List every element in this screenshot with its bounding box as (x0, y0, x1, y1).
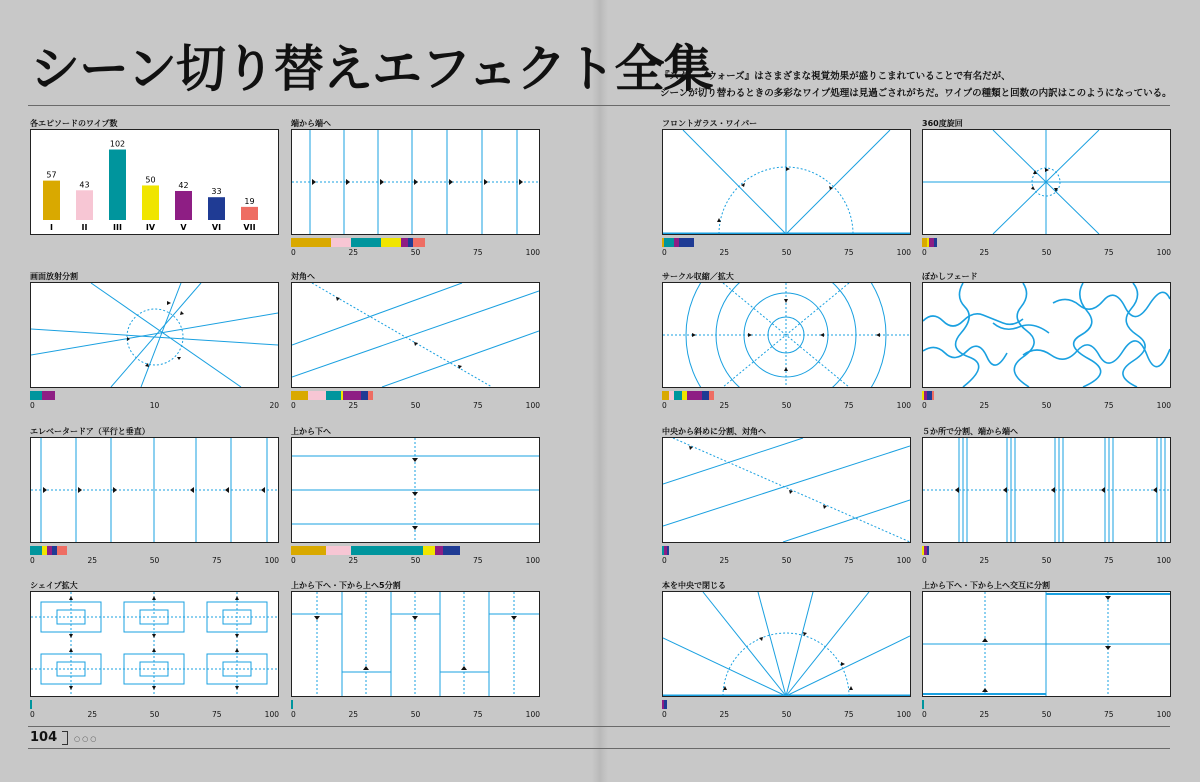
axis-ticks (922, 401, 1171, 411)
tick-label: 75 (211, 710, 222, 719)
tick-label: 50 (781, 710, 792, 719)
bar-segment-iii (326, 391, 341, 400)
bar-segment-v (435, 546, 442, 555)
episode-color-bar (662, 238, 694, 247)
bar-segment-vi (664, 700, 666, 709)
tick-label: 75 (1103, 710, 1114, 719)
bar-segment-vii (932, 391, 934, 400)
bar-segment-iii (922, 700, 924, 709)
tick-label: 25 (87, 710, 98, 719)
wipe-diagram (923, 592, 1170, 696)
wipe-diagram (31, 283, 278, 387)
bar-iv (142, 185, 159, 220)
tick-label: 25 (348, 710, 359, 719)
wipe-diagram (663, 592, 910, 696)
diagram-box (662, 282, 911, 388)
bar-segment-iii (664, 238, 674, 247)
bar-segment-vi (361, 391, 368, 400)
chart-title: 各エピソードのワイプ数 (30, 119, 118, 128)
bar-vi (208, 197, 225, 220)
episode-color-bar (922, 546, 929, 555)
tick-label: 50 (410, 248, 421, 257)
data-label: 43 (79, 180, 90, 190)
bar-segment-iii (674, 391, 681, 400)
episode-color-bar (291, 238, 425, 247)
panel-title: 上から下へ (291, 427, 331, 436)
intro-line-2: シーンが切り替わるときの多彩なワイプ処理は見過ごされがちだ。ワイプの種類と回数の内訳はこのようになっている。 (660, 88, 1172, 99)
tick-label: 25 (348, 248, 359, 257)
panel-radial-split (30, 271, 279, 411)
bar-segment-v (343, 391, 360, 400)
axis-ticks (662, 401, 911, 411)
tick-label: 0 (662, 710, 667, 719)
data-label: 42 (178, 180, 189, 190)
diagram-box (922, 129, 1171, 235)
tick-label: 100 (525, 556, 540, 565)
tick-label: 100 (264, 556, 279, 565)
bar-segment-vii (57, 546, 67, 555)
panel-title: 中央から斜めに分割、対角へ (662, 427, 766, 436)
tick-label: 100 (525, 248, 540, 257)
bar-segment-vi (679, 238, 694, 247)
episode-color-bar (30, 546, 67, 555)
diagram-box (30, 591, 279, 697)
tick-label: 100 (896, 401, 911, 410)
tick-label: 25 (719, 710, 730, 719)
panel-title: 端から端へ (291, 119, 331, 128)
tick-label: 50 (410, 710, 421, 719)
tick-label: 100 (1156, 401, 1171, 410)
bar-segment-i (662, 391, 669, 400)
panel-title: 画面放射分割 (30, 272, 78, 281)
axis-ticks (30, 710, 279, 720)
episode-color-bar (662, 700, 667, 709)
panel-top-to-bottom (291, 426, 540, 566)
bar-segment-iii (30, 391, 42, 400)
diagram-box (30, 282, 279, 388)
tick-label: 0 (30, 710, 35, 719)
tick-label: 100 (1156, 710, 1171, 719)
bar-segment-v (42, 391, 54, 400)
tick-label: 100 (264, 710, 279, 719)
tick-label: 100 (896, 556, 911, 565)
panel-center-diagonal-split (662, 426, 911, 566)
footer-dots: ○○○ (74, 735, 99, 743)
category-label: V (180, 223, 187, 232)
tick-label: 50 (1041, 710, 1052, 719)
tick-label: 50 (410, 401, 421, 410)
bar-segment-iii (291, 700, 293, 709)
bar-chart (31, 130, 278, 234)
episode-color-bar (922, 238, 937, 247)
wipe-diagram (292, 592, 539, 696)
diagram-box (662, 129, 911, 235)
bar-v (175, 191, 192, 220)
tick-label: 10 (149, 401, 160, 410)
episode-color-bar (662, 546, 669, 555)
tick-label: 75 (1103, 248, 1114, 257)
panel-edge-to-edge (291, 118, 540, 258)
tick-label: 75 (1103, 401, 1114, 410)
data-label: 19 (244, 196, 255, 206)
panel-alternating-split (922, 580, 1171, 720)
bar-segment-iii (351, 238, 381, 247)
diagram-box (30, 437, 279, 543)
tick-label: 0 (30, 401, 35, 410)
tick-label: 100 (1156, 248, 1171, 257)
panel-diagonal (291, 271, 540, 411)
bar-segment-vi (934, 238, 936, 247)
panel-shape-expand (30, 580, 279, 720)
tick-label: 50 (781, 401, 792, 410)
tick-label: 50 (149, 710, 160, 719)
wipe-diagram (292, 130, 539, 234)
bar-segment-iii (351, 546, 423, 555)
page-number: 104 (30, 730, 58, 745)
wipe-diagram (663, 438, 910, 542)
diagram-box (922, 437, 1171, 543)
tick-label: 50 (781, 556, 792, 565)
data-label: 50 (145, 175, 156, 185)
tick-label: 50 (410, 556, 421, 565)
panel-five-strips (291, 580, 540, 720)
axis-ticks (30, 556, 279, 566)
panel-title: エレベータードア（平行と垂直） (30, 427, 150, 436)
axis-ticks (922, 248, 1171, 258)
tick-label: 100 (525, 710, 540, 719)
tick-label: 0 (922, 710, 927, 719)
tick-label: 0 (291, 401, 296, 410)
panel-title: ５か所で分割、端から端へ (922, 427, 1018, 436)
bar-vii (241, 207, 258, 220)
diagram-box (662, 437, 911, 543)
category-label: III (113, 223, 122, 232)
bar-segment-vii (368, 391, 373, 400)
page-spine (592, 0, 608, 782)
bar-segment-vi (667, 546, 669, 555)
intro-text (660, 68, 1172, 102)
bar-segment-iv (381, 238, 401, 247)
wipe-diagram (292, 438, 539, 542)
diagram-box (922, 591, 1171, 697)
category-label: VII (243, 223, 256, 232)
tick-label: 0 (291, 248, 296, 257)
tick-label: 0 (922, 556, 927, 565)
bar-segment-i (291, 546, 326, 555)
panel-title: 対角へ (291, 272, 315, 281)
tick-label: 0 (291, 556, 296, 565)
episode-color-bar (922, 391, 934, 400)
bar-ii (76, 190, 93, 220)
tick-label: 50 (1041, 248, 1052, 257)
tick-label: 100 (1156, 556, 1171, 565)
tick-label: 25 (348, 556, 359, 565)
data-label: 57 (46, 170, 57, 180)
axis-ticks (922, 556, 1171, 566)
bar-segment-vii (709, 391, 714, 400)
tick-label: 75 (472, 401, 483, 410)
tick-label: 25 (348, 401, 359, 410)
diagram-box (291, 129, 540, 235)
axis-ticks (662, 248, 911, 258)
tick-label: 75 (843, 401, 854, 410)
axis-ticks (662, 710, 911, 720)
tick-label: 25 (979, 248, 990, 257)
bar-segment-vi (443, 546, 460, 555)
page-title: シーン切り替えエフェクト全集 (30, 40, 713, 98)
episode-color-bar (30, 700, 32, 709)
tick-label: 100 (896, 710, 911, 719)
panel-five-split (922, 426, 1171, 566)
wipe-diagram (663, 130, 910, 234)
axis-ticks (662, 556, 911, 566)
category-label: IV (145, 223, 156, 232)
bar-segment-i (291, 238, 331, 247)
category-label: II (81, 223, 88, 232)
panel-title: 上から下へ・下から上へ交互に分割 (922, 581, 1050, 590)
tick-label: 25 (979, 401, 990, 410)
bar-segment-ii (331, 238, 351, 247)
tick-label: 50 (781, 248, 792, 257)
bar-segment-v (687, 391, 702, 400)
tick-label: 50 (1041, 556, 1052, 565)
bar-segment-iii (30, 546, 42, 555)
tick-label: 50 (1041, 401, 1052, 410)
tick-label: 25 (979, 556, 990, 565)
panel-360-rotation (922, 118, 1171, 258)
tick-label: 0 (662, 556, 667, 565)
tick-label: 50 (149, 556, 160, 565)
wipe-diagram (923, 438, 1170, 542)
tick-label: 25 (979, 710, 990, 719)
wipe-diagram (663, 283, 910, 387)
diagram-box (291, 282, 540, 388)
axis-ticks (291, 248, 540, 258)
episode-color-bar (291, 700, 293, 709)
tick-label: 75 (843, 556, 854, 565)
bar-segment-iv (423, 546, 435, 555)
panel-title: サークル収縮／拡大 (662, 272, 734, 281)
tick-label: 0 (922, 248, 927, 257)
diagram-box (922, 282, 1171, 388)
bar-segment-i (291, 391, 308, 400)
wipe-diagram (292, 283, 539, 387)
panel-title: フロントガラス・ワイパー (662, 119, 758, 128)
footer-rule-lower (28, 748, 1170, 749)
panel-windshield-wiper (662, 118, 911, 258)
tick-label: 75 (843, 248, 854, 257)
tick-label: 75 (1103, 556, 1114, 565)
bar-i (43, 181, 60, 220)
footer-rule (28, 726, 1170, 727)
tick-label: 0 (291, 710, 296, 719)
category-label: VI (211, 223, 222, 232)
panel-title: 本を中央で閉じる (662, 581, 726, 590)
bar-segment-v (401, 238, 408, 247)
panel-book-close (662, 580, 911, 720)
axis-ticks (30, 401, 279, 411)
chart-box (30, 129, 279, 235)
wipe-diagram (31, 592, 278, 696)
bar-segment-ii (308, 391, 325, 400)
tick-label: 20 (269, 401, 279, 410)
axis-ticks (291, 401, 540, 411)
category-label: I (50, 223, 53, 232)
wipe-diagram (923, 283, 1170, 387)
bar-iii (109, 150, 126, 220)
bar-segment-vi (927, 546, 929, 555)
tick-label: 100 (896, 248, 911, 257)
episode-color-bar (662, 391, 714, 400)
tick-label: 25 (719, 556, 730, 565)
panel-elevator-door (30, 426, 279, 566)
tick-label: 75 (211, 556, 222, 565)
panel-title: 上から下へ・下から上へ5分割 (291, 581, 401, 590)
tick-label: 25 (719, 401, 730, 410)
axis-ticks (291, 710, 540, 720)
tick-label: 0 (662, 248, 667, 257)
diagram-box (291, 591, 540, 697)
tick-label: 75 (472, 248, 483, 257)
tick-label: 0 (662, 401, 667, 410)
episode-color-bar (30, 391, 55, 400)
panel-title: ぼかしフェード (922, 272, 978, 281)
panel-title: シェイプ拡大 (30, 581, 78, 590)
panel-blur-fade (922, 271, 1171, 411)
tick-label: 0 (922, 401, 927, 410)
tick-label: 75 (472, 556, 483, 565)
panel-title: 360度旋回 (922, 119, 963, 128)
episode-color-bar (291, 391, 373, 400)
data-label: 33 (211, 187, 222, 197)
panel-episode-chart (30, 118, 279, 258)
tick-label: 75 (843, 710, 854, 719)
diagram-box (662, 591, 911, 697)
episode-color-bar (291, 546, 460, 555)
tick-label: 100 (525, 401, 540, 410)
panel-circle-shrink-expand (662, 271, 911, 411)
episode-color-bar (922, 700, 924, 709)
data-label: 102 (109, 139, 126, 149)
tick-label: 25 (719, 248, 730, 257)
axis-ticks (922, 710, 1171, 720)
bar-segment-vi (702, 391, 709, 400)
bar-segment-vii (413, 238, 425, 247)
page-number-bracket (62, 731, 68, 745)
bar-segment-ii (326, 546, 351, 555)
intro-line-1: 『スター・ウォーズ』はさまざまな視覚効果が盛りこまれていることで有名だが、 (660, 71, 1011, 82)
tick-label: 75 (472, 710, 483, 719)
axis-ticks (291, 556, 540, 566)
bar-segment-iii (30, 700, 32, 709)
header-rule (28, 105, 1170, 106)
tick-label: 25 (87, 556, 98, 565)
diagram-box (291, 437, 540, 543)
tick-label: 0 (30, 556, 35, 565)
wipe-diagram (923, 130, 1170, 234)
wipe-diagram (31, 438, 278, 542)
